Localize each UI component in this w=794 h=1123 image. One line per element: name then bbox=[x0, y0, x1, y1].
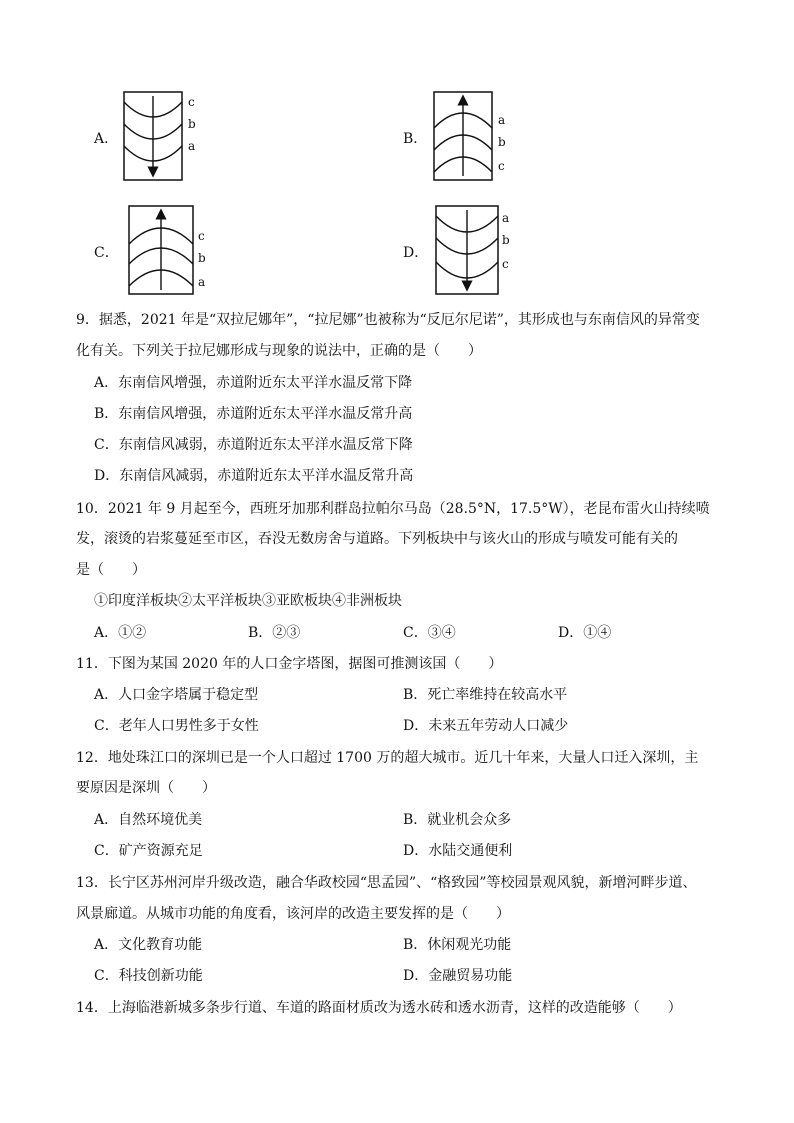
q11-option-c: C．老年人口男性多于女性 bbox=[94, 718, 259, 734]
q9-stem-line1: 9．据悉，2021 年是“双拉尼娜年”，“拉尼娜”也被称为“反厄尔尼诺”，其形成也与东南信风的异常变 bbox=[76, 312, 700, 328]
diagram-d-letter-top: a bbox=[502, 211, 510, 225]
q11-stem: 11．下图为某国 2020 年的人口金字塔图，据图可推测该国（ ） bbox=[76, 656, 503, 672]
q12-stem-line1: 12．地处珠江口的深圳已是一个人口超过 1700 万的超大城市。近几十年来，大量人口迁入深圳，主 bbox=[76, 750, 699, 766]
diagram-d bbox=[430, 202, 526, 298]
q9-stem-line2: 化有关。下列关于拉尼娜形成与现象的说法中，正确的是（ ） bbox=[76, 343, 482, 359]
q12-option-d: D．水陆交通便利 bbox=[403, 843, 513, 859]
diagram-b-label: B． bbox=[403, 131, 428, 147]
q10-stem-line1: 10．2021 年 9 月起至今，西班牙加那利群岛拉帕尔马岛（28.5°N，17.5°W），老昆布雷火山持续喷 bbox=[76, 501, 710, 517]
q9-option-b: B．东南信风增强，赤道附近东太平洋水温反常升高 bbox=[94, 406, 413, 422]
q10-stem-line2: 发，滚烫的岩浆蔓延至市区，吞没无数房舍与道路。下列板块中与该火山的形成与喷发可能有关的 bbox=[76, 531, 678, 547]
q12-option-c: C．矿产资源充足 bbox=[94, 843, 203, 859]
q13-option-b: B．休闲观光功能 bbox=[403, 937, 512, 953]
q11-option-b: B．死亡率维持在较高水平 bbox=[403, 687, 568, 703]
diagram-a-letter-bottom: a bbox=[188, 139, 196, 153]
diagram-b-letter-bottom: c bbox=[498, 159, 505, 173]
diagram-c-letter-top: c bbox=[198, 229, 205, 243]
diagram-b bbox=[428, 88, 524, 184]
q13-stem-line1: 13．长宁区苏州河岸升级改造，融合华政校园“思孟园”、“格致园”等校园景观风貌，新增河畔步道、 bbox=[76, 875, 697, 891]
q10-items: ①印度洋板块②太平洋板块③亚欧板块④非洲板块 bbox=[94, 593, 402, 609]
q10-stem-line3: 是（ ） bbox=[76, 562, 146, 578]
diagram-c-letter-bottom: a bbox=[198, 275, 206, 289]
diagram-a-letter-top: c bbox=[188, 95, 195, 109]
diagram-b-letter-mid: b bbox=[498, 135, 506, 149]
q9-option-d: D．东南信风减弱，赤道附近东太平洋水温反常升高 bbox=[94, 468, 414, 484]
q13-option-d: D．金融贸易功能 bbox=[403, 968, 513, 984]
q13-option-c: C．科技创新功能 bbox=[94, 968, 203, 984]
diagram-d-letter-bottom: c bbox=[502, 257, 509, 271]
diagram-a-label: A． bbox=[94, 131, 119, 147]
diagram-c bbox=[123, 202, 219, 298]
q12-stem-line2: 要原因是深圳（ ） bbox=[76, 780, 216, 796]
diagram-c-label: C． bbox=[94, 245, 119, 261]
diagram-a bbox=[118, 88, 214, 184]
q14-stem: 14．上海临港新城多条步行道、车道的路面材质改为透水砖和透水沥青，这样的改造能够（ ） bbox=[76, 1000, 682, 1016]
q13-stem-line2: 风景廊道。从城市功能的角度看，该河岸的改造主要发挥的是（ ） bbox=[76, 906, 510, 922]
diagram-d-letter-mid: b bbox=[502, 233, 510, 247]
q12-option-a: A．自然环境优美 bbox=[94, 812, 203, 828]
diagram-b-letter-top: a bbox=[498, 113, 506, 127]
diagram-a-letter-mid: b bbox=[188, 117, 196, 131]
q9-option-c: C．东南信风减弱，赤道附近东太平洋水温反常下降 bbox=[94, 437, 413, 453]
q11-option-a: A．人口金字塔属于稳定型 bbox=[94, 687, 259, 703]
q10-option-b: B．②③ bbox=[248, 625, 301, 641]
q10-option-d: D．①④ bbox=[558, 625, 612, 641]
q11-option-d: D．未来五年劳动人口减少 bbox=[403, 718, 569, 734]
diagram-d-label: D． bbox=[403, 245, 429, 261]
q13-option-a: A．文化教育功能 bbox=[94, 937, 203, 953]
q12-option-b: B．就业机会众多 bbox=[403, 812, 512, 828]
q10-option-c: C．③④ bbox=[403, 625, 456, 641]
diagram-c-letter-mid: b bbox=[198, 251, 206, 265]
q10-option-a: A．①② bbox=[94, 625, 147, 641]
q9-option-a: A．东南信风增强，赤道附近东太平洋水温反常下降 bbox=[94, 375, 413, 391]
